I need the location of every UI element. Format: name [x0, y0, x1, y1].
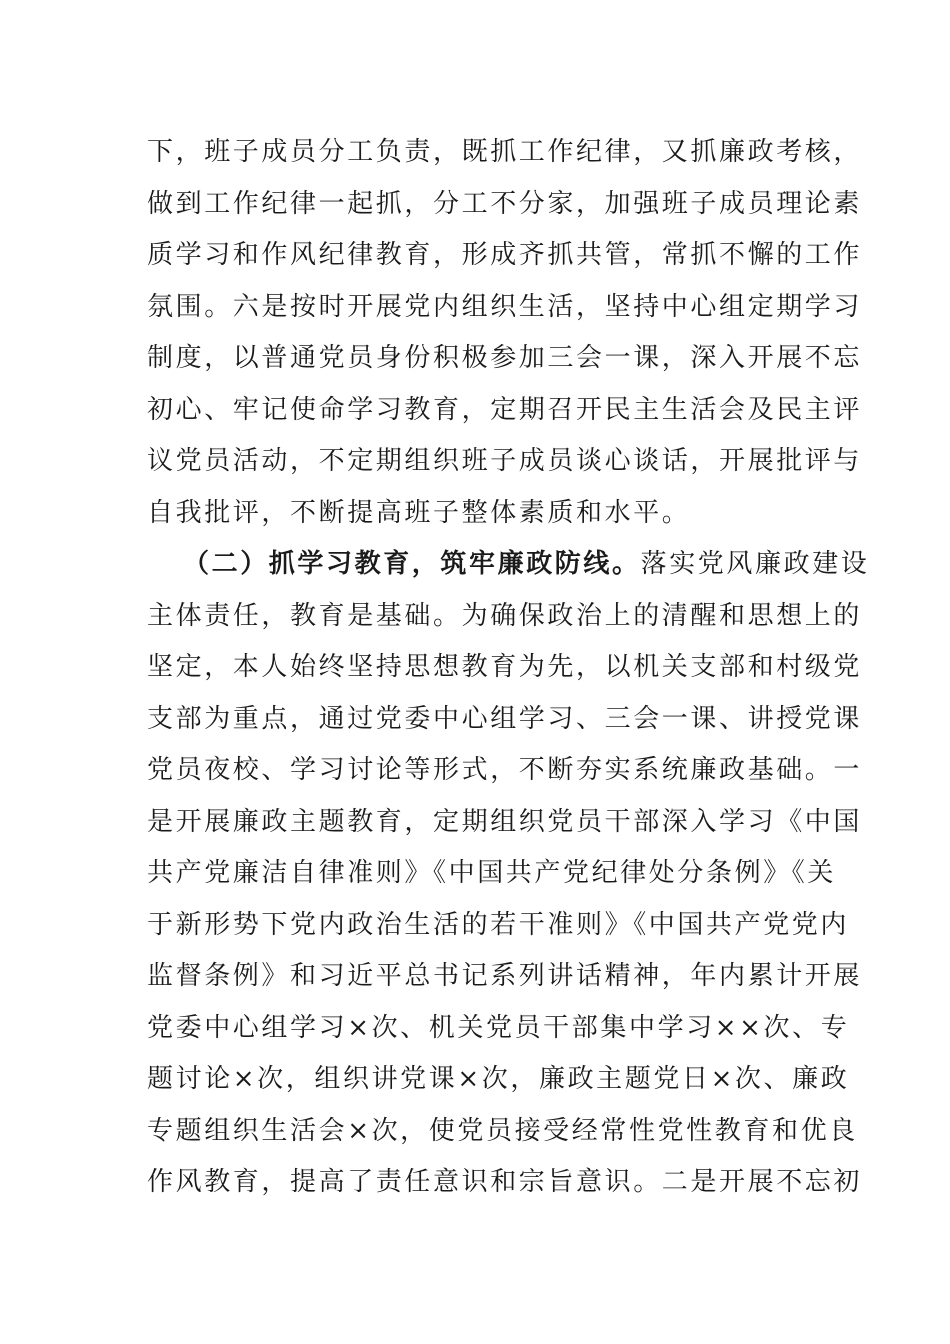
- text-line: 作风教育，提高了责任意识和宗旨意识。二是开展不忘初: [147, 1167, 863, 1197]
- text-line: 主体责任，教育是基础。为确保政治上的清醒和思想上的: [147, 600, 863, 631]
- text-line: 质学习和作风纪律教育，形成齐抓共管，常抓不懈的工作: [147, 240, 863, 270]
- text-line: 下，班子成员分工负责，既抓工作纪律，又抓廉政考核，: [147, 137, 863, 167]
- text-line: 议党员活动，不定期组织班子成员谈心谈话，开展批评与: [147, 446, 863, 476]
- text-line: 专题组织生活会×次，使党员接受经常性党性教育和优良: [147, 1115, 858, 1146]
- text-line: 坚定，本人始终坚持思想教育为先，以机关支部和村级党: [147, 652, 863, 682]
- paragraph-study-education: [147, 539, 870, 1209]
- text-line: 支部为重点，通过党委中心组学习、三会一课、讲授党课: [147, 703, 863, 734]
- text-line: 于新形势下党内政治生活的若干准则》《中国共产党党内: [147, 909, 850, 940]
- text-line: 自我批评，不断提高班子整体素质和水平。: [147, 497, 691, 528]
- text-line: 监督条例》和习近平总书记系列讲话精神，年内累计开展: [147, 961, 863, 991]
- text-line: 题讨论×次，组织讲党课×次，廉政主题党日×次、廉政: [147, 1064, 850, 1094]
- text-line: 初心、牢记使命学习教育，定期召开民主生活会及民主评: [147, 394, 863, 425]
- section-heading: （二）抓学习教育，筑牢廉政防线。: [183, 549, 641, 579]
- text-line-first: [147, 539, 870, 591]
- paragraph-discipline: [147, 127, 863, 539]
- text-line: 党员夜校、学习讨论等形式，不断夯实系统廉政基础。一: [147, 755, 863, 785]
- text-line: 共产党廉洁自律准则》《中国共产党纪律处分条例》《关: [147, 858, 837, 888]
- heading-continuation: 落实党风廉政建设: [640, 549, 870, 579]
- text-line: 制度，以普通党员身份积极参加三会一课，深入开展不忘: [147, 343, 863, 373]
- text-line: 做到工作纪律一起抓，分工不分家，加强班子成员理论素: [147, 188, 863, 219]
- text-line: 氛围。六是按时开展党内组织生活，坚持中心组定期学习: [147, 291, 863, 322]
- text-line: 党委中心组学习×次、机关党员干部集中学习××次、专: [147, 1012, 850, 1043]
- text-line: 是开展廉政主题教育，定期组织党员干部深入学习《中国: [147, 806, 863, 837]
